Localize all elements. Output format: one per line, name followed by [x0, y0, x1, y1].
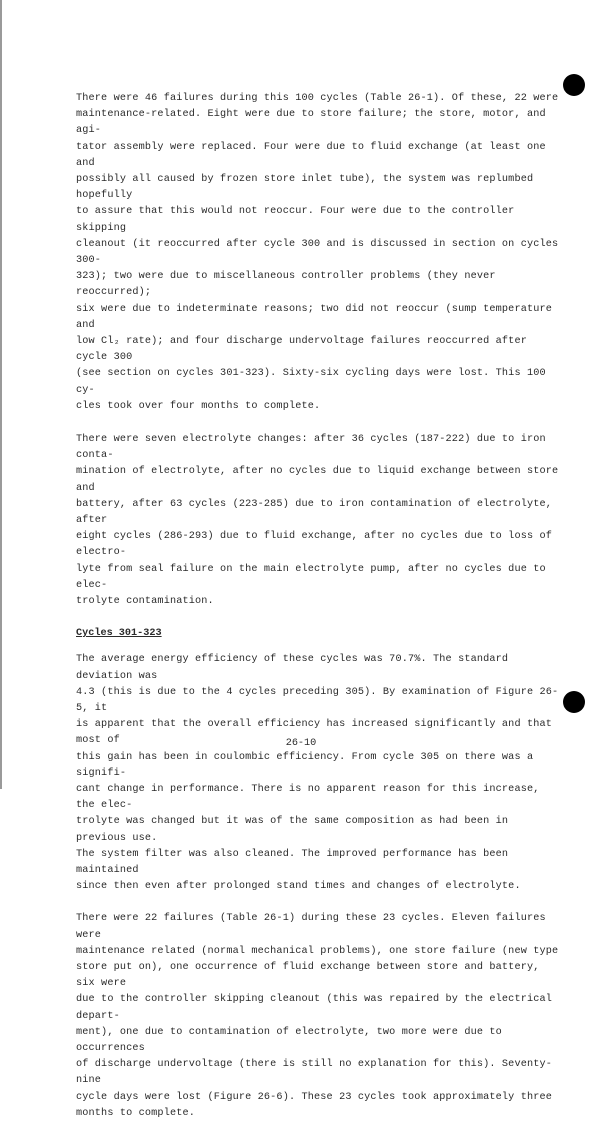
- document-body: [76, 91, 560, 1122]
- paragraph-electrolyte-changes: There were seven electrolyte changes: after 36 cycles (187-222) due to iron conta- mination of electrolyte, after no cycles due to liquid exchange between store and battery, after 63 cycles (223-285) due to iron contamination of electrolyte, after eight cycles (286-293) due to fluid exchange, after no cycles due to loss of electro- lyte from seal failure on the main electrolyte pump, after no cycles due to elec- trolyte contamination.: [76, 434, 559, 608]
- paragraph-failures-23-cycles: There were 22 failures (Table 26-1) during these 23 cycles. Eleven failures were maintenance related (normal mechanical problems), one store failure (new type store put on), one occurrence of fluid exchange between store and battery, six were due to the controller skipping cleanout (this was repaired by the electrical depart- ment), one due to contamination of electrolyte, two more were due to occurrences of discharge undervoltage (there is still no explanation for this). Seventy-nine cycle days were lost (Figure 26-6). These 23 cycles took approximately three months to complete.: [76, 913, 559, 1119]
- binder-hole-top: [563, 74, 585, 96]
- page-edge: [0, 0, 2, 789]
- section-heading-cycles-301-323: Cycles 301-323: [76, 628, 162, 640]
- binder-hole-bottom: [563, 691, 585, 713]
- page-number: 26-10: [285, 738, 317, 749]
- paragraph-energy-efficiency: The average energy efficiency of these cycles was 70.7%. The standard deviation was 4.3 (this is due to the 4 cycles preceding 305). By examination of Figure 26-5, it is apparent that the overall efficiency has increased significantly and that most of this gain has been in coulombic efficiency. From cycle 305 on there was a signifi- cant change in performance. There is no apparent reason for this increase, the elec- trolyte was changed but it was of the same composition as had been in previous use. The system filter was also cleaned. The improved performance has been maintained since then even after prolonged stand times and changes of electrolyte.: [76, 654, 559, 893]
- paragraph-failures-100-cycles: There were 46 failures during this 100 cycles (Table 26-1). Of these, 22 were maintenance-related. Eight were due to store failure; the store, motor, and agi- tator assembly were replaced. Four were due to fluid exchange (at least one and possibly all caused by frozen store inlet tube), the system was replumbed hopefully to assure that this would not reoccur. Four were due to the controller skipping cleanout (it reoccurred after cycle 300 and is discussed in section on cycles 300- 323); two were due to miscellaneous controller problems (they never reoccurred); six were due to indeterminate reasons; two did not reoccur (sump temperature and low Cl₂ rate); and four discharge undervoltage failures reoccurred after cycle 300 (see section on cycles 301-323). Sixty-six cycling days were lost. This 100 cy- cles took over four months to complete.: [76, 93, 559, 412]
